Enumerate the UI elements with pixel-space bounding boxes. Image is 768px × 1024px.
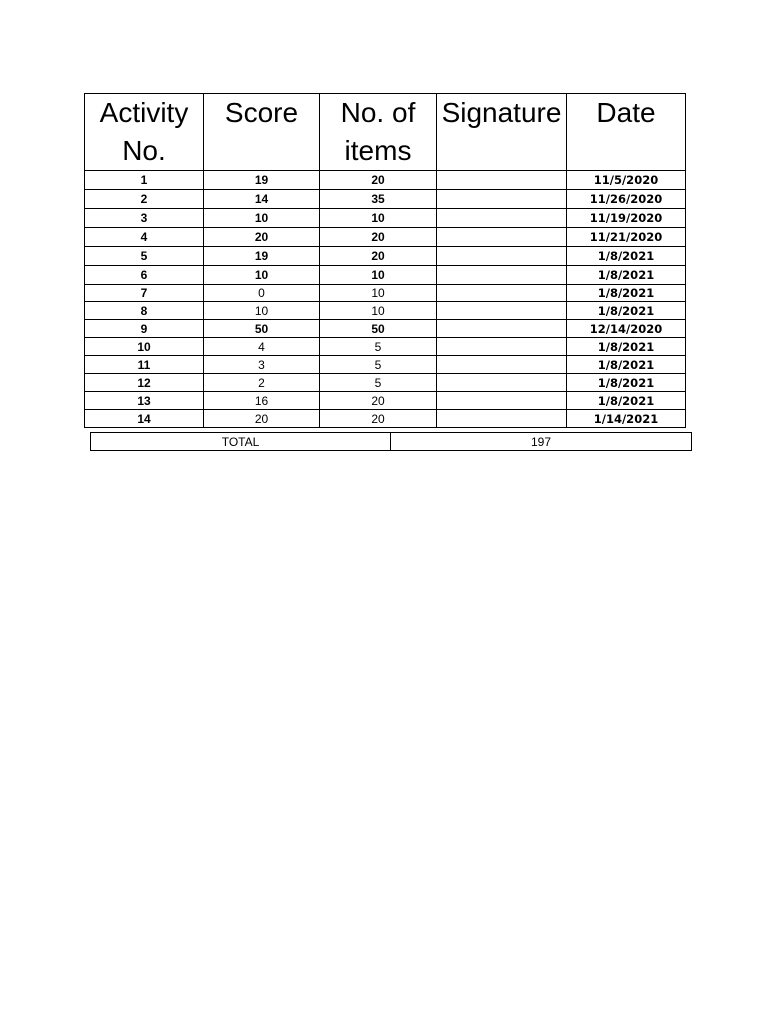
signature-cell (437, 338, 567, 356)
header-activity-no (85, 94, 204, 171)
activity-no-cell: 3 (85, 209, 204, 228)
score-cell: 10 (204, 209, 320, 228)
signature-cell (437, 356, 567, 374)
table-row (85, 209, 686, 228)
table-row (85, 247, 686, 266)
score-cell: 16 (204, 392, 320, 410)
activity-no-cell: 11 (85, 356, 204, 374)
signature-cell (437, 374, 567, 392)
table-body (85, 171, 686, 428)
no-of-items-cell: 10 (320, 266, 437, 285)
activity-no-cell: 4 (85, 228, 204, 247)
signature-cell (437, 285, 567, 302)
table-row (85, 285, 686, 302)
no-of-items-cell: 20 (320, 228, 437, 247)
header-date: Date (567, 94, 686, 171)
score-cell: 4 (204, 338, 320, 356)
score-cell: 0 (204, 285, 320, 302)
date-cell: 12/14/2020 (567, 320, 686, 338)
score-cell: 3 (204, 356, 320, 374)
score-cell: 2 (204, 374, 320, 392)
header-no-of-items-line1: No. of (340, 97, 416, 128)
no-of-items-cell: 50 (320, 320, 437, 338)
score-cell: 50 (204, 320, 320, 338)
activity-no-cell: 9 (85, 320, 204, 338)
header-score: Score (204, 94, 320, 171)
date-cell: 11/19/2020 (567, 209, 686, 228)
activity-no-cell: 8 (85, 302, 204, 320)
score-cell: 20 (204, 228, 320, 247)
date-cell: 11/21/2020 (567, 228, 686, 247)
date-cell: 1/8/2021 (567, 247, 686, 266)
activity-no-cell: 14 (85, 410, 204, 428)
score-cell: 19 (204, 247, 320, 266)
score-cell: 20 (204, 410, 320, 428)
total-label: TOTAL (91, 433, 391, 451)
signature-cell (437, 247, 567, 266)
no-of-items-cell: 5 (320, 374, 437, 392)
total-value: 197 (391, 433, 692, 451)
score-cell: 14 (204, 190, 320, 209)
activity-no-cell: 13 (85, 392, 204, 410)
no-of-items-cell: 20 (320, 247, 437, 266)
header-signature: Signature (437, 94, 567, 171)
no-of-items-cell: 5 (320, 338, 437, 356)
table-row (85, 228, 686, 247)
table-row (85, 374, 686, 392)
date-cell: 1/8/2021 (567, 392, 686, 410)
table-row (85, 356, 686, 374)
activity-no-cell: 2 (85, 190, 204, 209)
total-table (90, 432, 692, 451)
table-row (85, 392, 686, 410)
no-of-items-cell: 20 (320, 392, 437, 410)
activity-no-cell: 6 (85, 266, 204, 285)
table-row (85, 410, 686, 428)
activity-no-cell: 1 (85, 171, 204, 190)
no-of-items-cell: 20 (320, 171, 437, 190)
signature-cell (437, 320, 567, 338)
header-no-of-items-line2: items (344, 135, 412, 166)
table-row (85, 190, 686, 209)
date-cell: 11/5/2020 (567, 171, 686, 190)
signature-cell (437, 190, 567, 209)
total-row (91, 433, 692, 451)
table-row (85, 302, 686, 320)
date-cell: 1/8/2021 (567, 338, 686, 356)
table-row (85, 171, 686, 190)
score-cell: 10 (204, 302, 320, 320)
signature-cell (437, 171, 567, 190)
signature-cell (437, 302, 567, 320)
date-cell: 1/8/2021 (567, 374, 686, 392)
signature-cell (437, 410, 567, 428)
date-cell: 1/14/2021 (567, 410, 686, 428)
date-cell: 1/8/2021 (567, 266, 686, 285)
date-cell: 1/8/2021 (567, 285, 686, 302)
date-cell: 11/26/2020 (567, 190, 686, 209)
table-row (85, 320, 686, 338)
table-row (85, 338, 686, 356)
date-cell: 1/8/2021 (567, 302, 686, 320)
no-of-items-cell: 10 (320, 302, 437, 320)
signature-cell (437, 266, 567, 285)
score-cell: 19 (204, 171, 320, 190)
no-of-items-cell: 10 (320, 285, 437, 302)
activity-no-cell: 12 (85, 374, 204, 392)
activity-score-table (84, 93, 686, 428)
header-activity-no-line2: No. (122, 135, 166, 166)
signature-cell (437, 209, 567, 228)
no-of-items-cell: 35 (320, 190, 437, 209)
activity-no-cell: 5 (85, 247, 204, 266)
signature-cell (437, 228, 567, 247)
table-row (85, 266, 686, 285)
table-header-row (85, 94, 686, 171)
date-cell: 1/8/2021 (567, 356, 686, 374)
activity-no-cell: 7 (85, 285, 204, 302)
no-of-items-cell: 10 (320, 209, 437, 228)
header-activity-no-line1: Activity (99, 97, 189, 128)
signature-cell (437, 392, 567, 410)
score-cell: 10 (204, 266, 320, 285)
no-of-items-cell: 20 (320, 410, 437, 428)
header-no-of-items (320, 94, 437, 171)
no-of-items-cell: 5 (320, 356, 437, 374)
activity-no-cell: 10 (85, 338, 204, 356)
